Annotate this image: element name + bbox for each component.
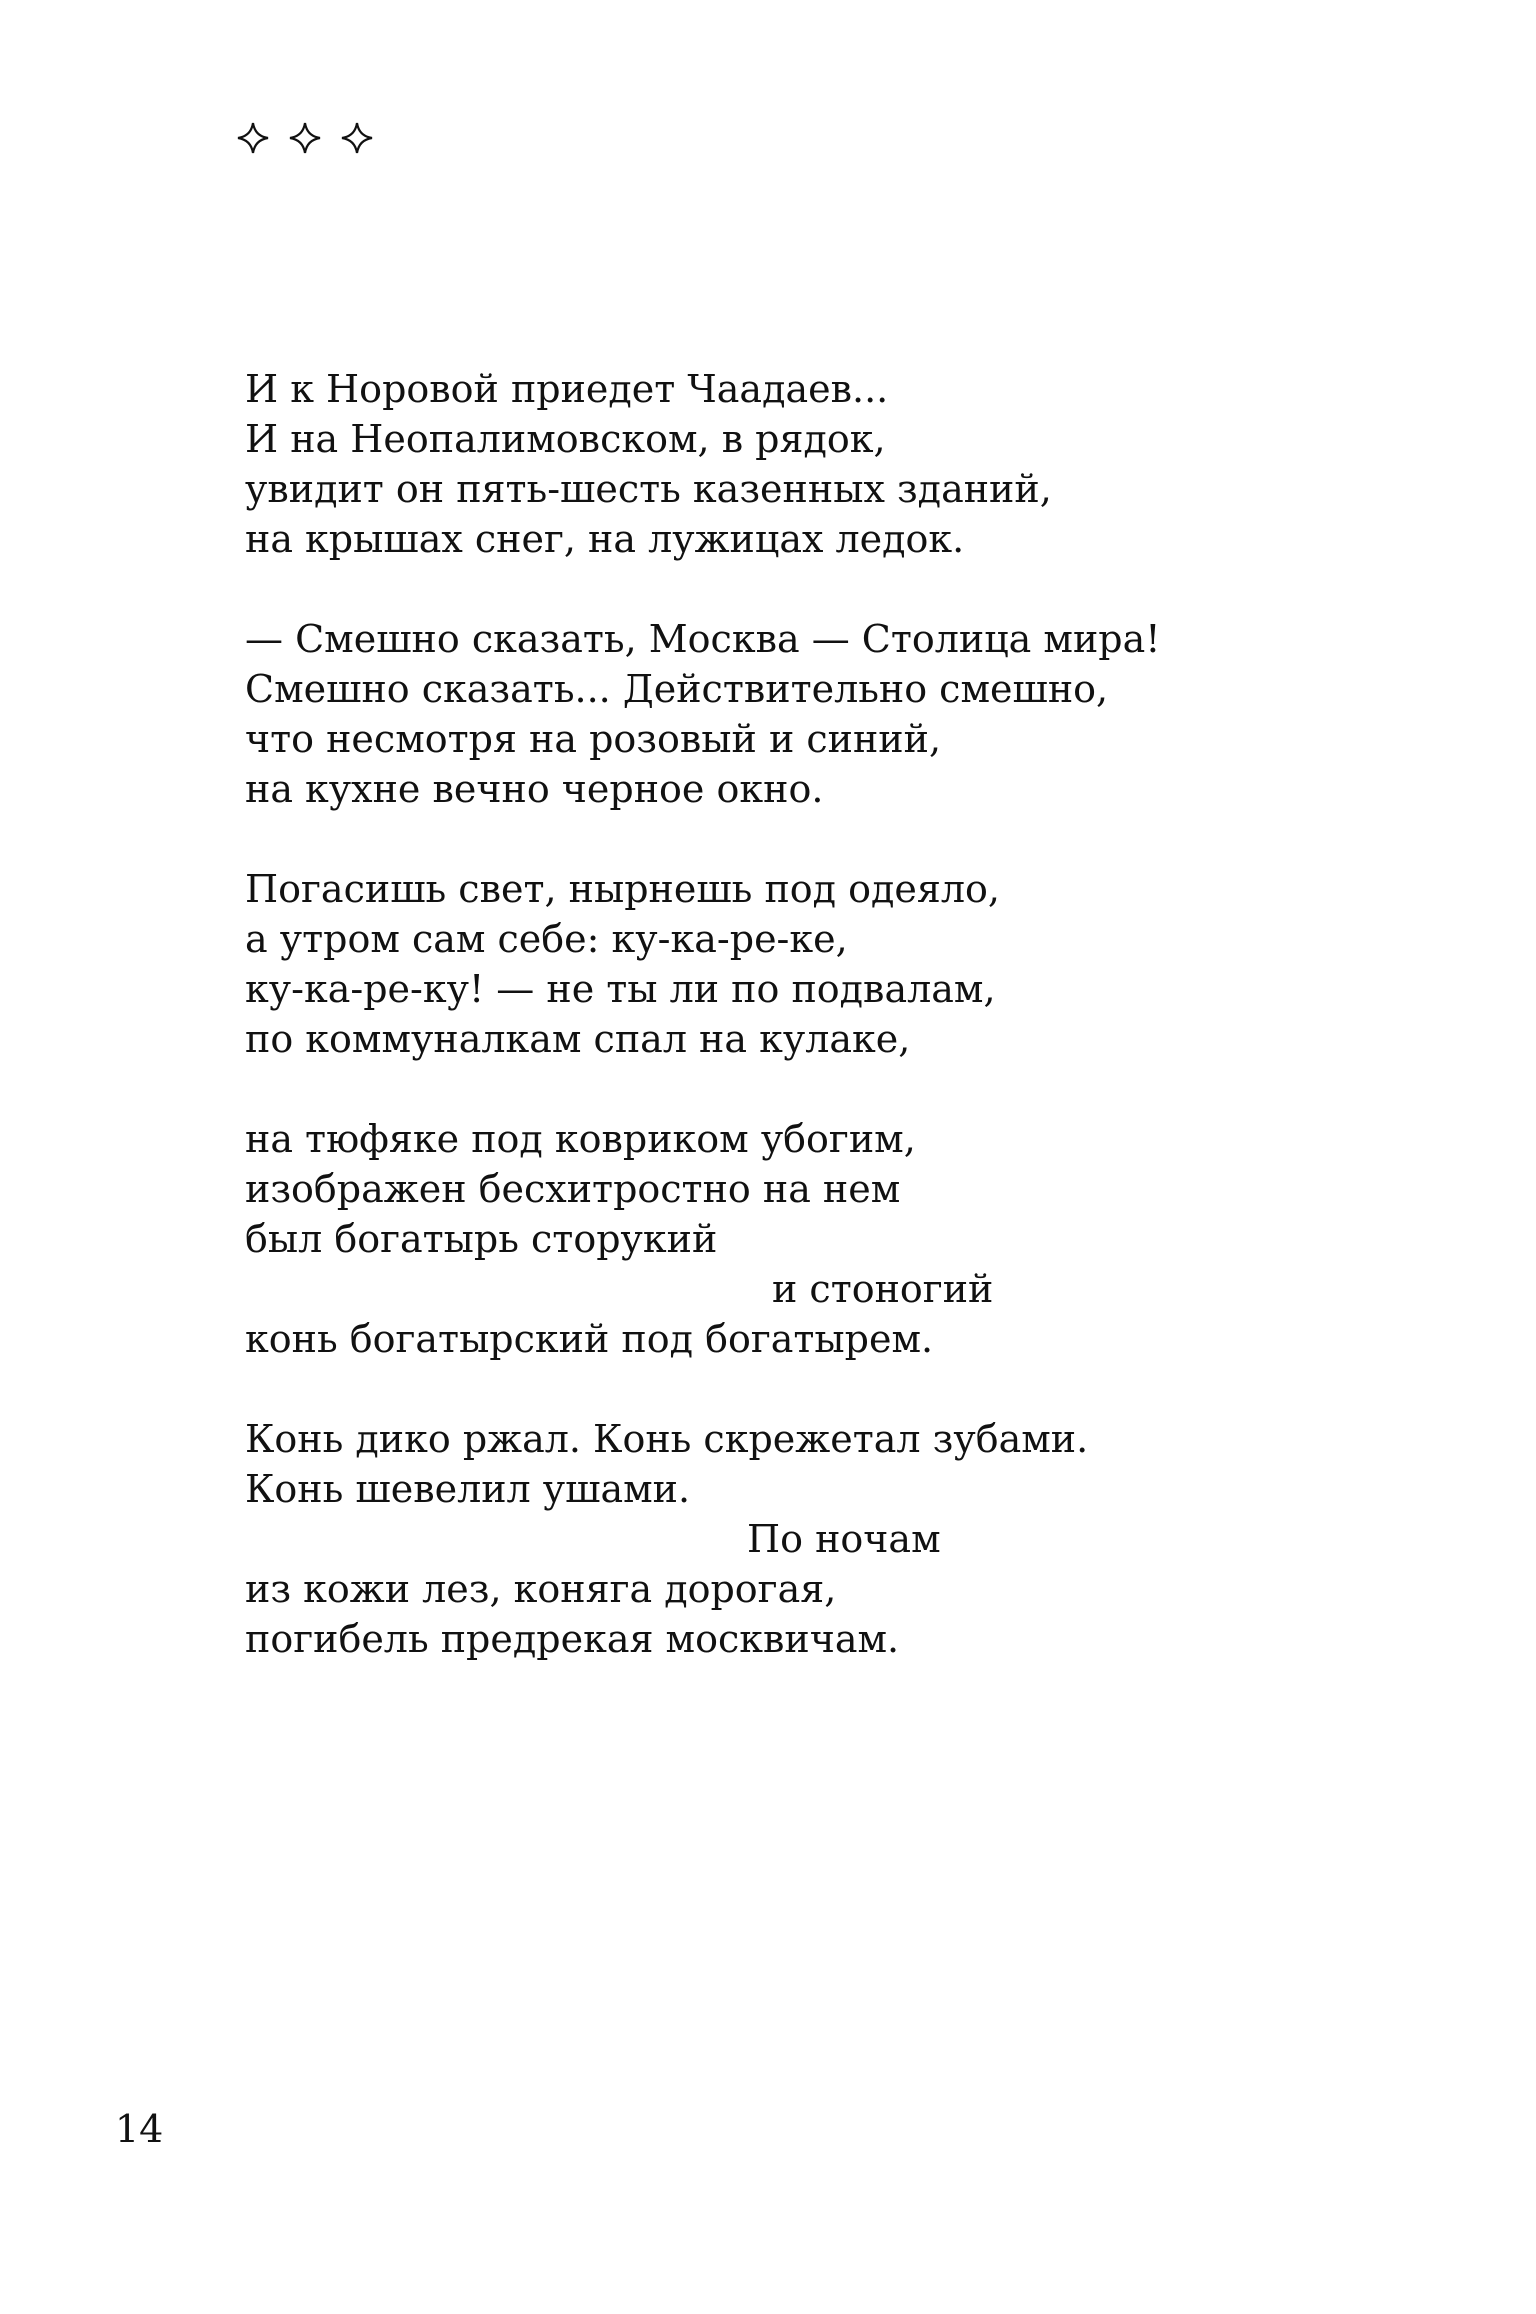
poem-line: на крышах снег, на лужицах ледок. — [245, 517, 965, 561]
section-ornament — [235, 120, 375, 156]
poem-line: Погасишь свет, нырнешь под одеяло, — [245, 867, 1000, 911]
poem-line: был богатырь сторукий — [245, 1217, 718, 1261]
poem-line: увидит он пять-шесть казенных зданий, — [245, 467, 1052, 511]
poem-line: что несмотря на розовый и синий, — [245, 717, 942, 761]
poem-line-indented: По ночам — [747, 1517, 941, 1561]
poem-line: изображен бесхитростно на нем — [245, 1167, 901, 1211]
poem-line: Смешно сказать... Действительно смешно, — [245, 667, 1109, 711]
stanza — [245, 364, 1345, 564]
poem-line: конь богатырский под богатырем. — [245, 1317, 934, 1361]
stanza — [245, 614, 1345, 814]
stanza — [245, 1414, 1345, 1664]
poem — [245, 364, 1345, 1714]
page-number: 14 — [115, 2107, 164, 2151]
poem-line-indented: и стоногий — [772, 1267, 994, 1311]
poem-line: из кожи лез, коняга дорогая, — [245, 1567, 837, 1611]
poem-line: на кухне вечно черное окно. — [245, 767, 824, 811]
poem-line: по коммуналкам спал на кулаке, — [245, 1017, 911, 1061]
poem-line: — Смешно сказать, Москва — Столица мира! — [245, 617, 1161, 661]
poem-line: на тюфяке под ковриком убогим, — [245, 1117, 916, 1161]
four-point-star-icon — [235, 120, 271, 156]
stanza — [245, 864, 1345, 1064]
poem-line: Конь дико ржал. Конь скрежетал зубами. — [245, 1417, 1089, 1461]
stanza — [245, 1114, 1345, 1364]
poem-line: ку-ка-ре-ку! — не ты ли по подвалам, — [245, 967, 996, 1011]
four-point-star-icon — [339, 120, 375, 156]
poem-line: И на Неопалимовском, в рядок, — [245, 417, 886, 461]
four-point-star-icon — [287, 120, 323, 156]
poem-line: погибель предрекая москвичам. — [245, 1617, 900, 1661]
poem-line: И к Норовой приедет Чаадаев... — [245, 367, 889, 411]
poem-line: Конь шевелил ушами. — [245, 1467, 691, 1511]
poem-line: а утром сам себе: ку-ка-ре-ке, — [245, 917, 848, 961]
